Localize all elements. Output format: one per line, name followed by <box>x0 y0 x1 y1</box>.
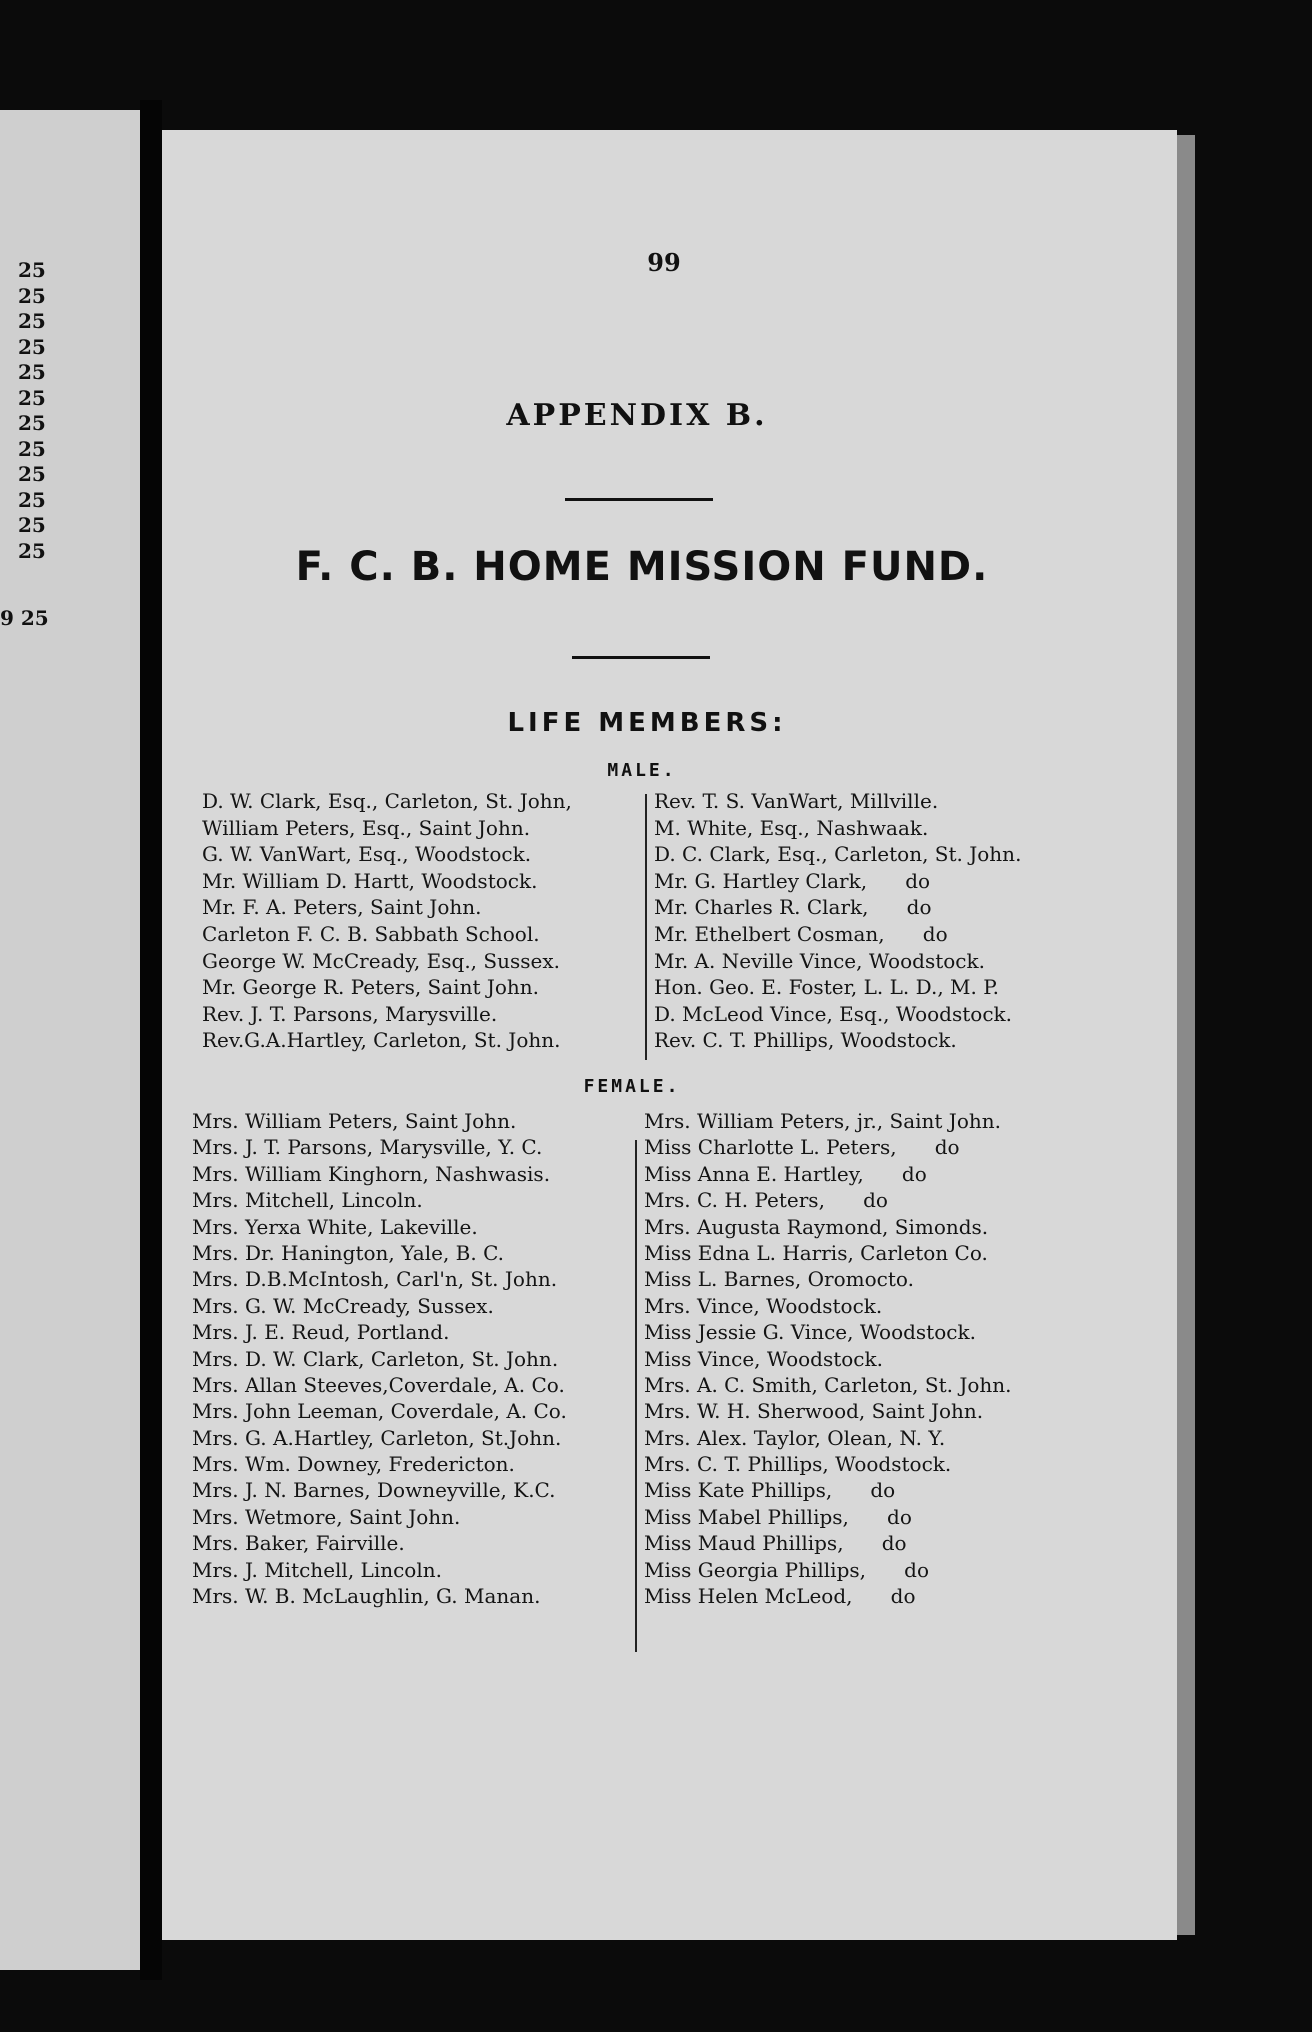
amount: 25 <box>18 309 46 333</box>
list-item: Mrs. Augusta Raymond, Simonds. <box>644 1214 989 1239</box>
female-members-right <box>644 1108 1164 1609</box>
list-item: G. W. VanWart, Esq., Woodstock. <box>202 842 532 867</box>
amount: 25 <box>18 436 46 461</box>
column-divider <box>645 794 647 1060</box>
list-item: Miss Charlotte L. Peters, do <box>644 1135 960 1160</box>
amount: 25 <box>18 258 46 282</box>
amount: 25 <box>18 462 46 486</box>
list-item: Mrs. C. H. Peters, do <box>644 1188 888 1213</box>
list-item: M. White, Esq., Nashwaak. <box>654 815 929 840</box>
list-item: Miss Helen McLeod, do <box>644 1584 916 1609</box>
page-number: 99 <box>647 248 681 277</box>
list-item: Mrs. William Peters, Saint John. <box>192 1109 517 1133</box>
amount: 25 <box>18 360 46 384</box>
list-item: William Peters, Esq., Saint John. <box>202 815 531 840</box>
list-item: Rev. J. T. Parsons, Marysville. <box>202 1001 498 1026</box>
amount: 25 <box>18 411 46 435</box>
list-item: Mrs. Allan Steeves,Coverdale, A. Co. <box>192 1372 565 1397</box>
list-item: Mrs. Wm. Downey, Fredericton. <box>192 1452 515 1477</box>
divider-rule <box>565 498 713 501</box>
list-item: Mrs. J. E. Reud, Portland. <box>192 1320 450 1345</box>
list-item: Miss Georgia Phillips, do <box>644 1557 929 1582</box>
fund-title: F. C. B. HOME MISSION FUND. <box>295 544 989 590</box>
list-item: Mrs. D.B.McIntosh, Carl'n, St. John. <box>192 1267 558 1292</box>
female-heading: FEMALE. <box>583 1076 681 1097</box>
amount: 25 <box>18 513 46 537</box>
list-item: Miss Maud Phillips, do <box>644 1531 907 1556</box>
column-divider <box>635 1140 637 1652</box>
divider-rule <box>572 656 710 659</box>
list-item: Mrs. J. N. Barnes, Downeyville, K.C. <box>192 1478 556 1503</box>
list-item: Rev. C. T. Phillips, Woodstock. <box>654 1028 957 1053</box>
list-item: D. McLeod Vince, Esq., Woodstock. <box>654 1001 1012 1026</box>
list-item: Miss Vince, Woodstock. <box>644 1346 883 1371</box>
list-item: Mrs. Alex. Taylor, Olean, N. Y. <box>644 1425 946 1450</box>
list-item: Mr. William D. Hartt, Woodstock. <box>202 868 538 893</box>
female-members-left <box>192 1108 632 1609</box>
list-item: Mrs. Vince, Woodstock. <box>644 1293 883 1318</box>
amount: 25 <box>18 283 46 308</box>
list-item: Mrs. D. W. Clark, Carleton, St. John. <box>192 1346 559 1371</box>
list-item: Miss Anna E. Hartley, do <box>644 1161 927 1186</box>
list-item: Rev. T. S. VanWart, Millville. <box>654 789 939 813</box>
list-item: Miss Mabel Phillips, do <box>644 1504 912 1529</box>
book-page <box>162 130 1177 1940</box>
list-item: Miss L. Barnes, Oromocto. <box>644 1267 914 1292</box>
list-item: D. W. Clark, Esq., Carleton, St. John, <box>202 789 572 813</box>
list-item: Rev.G.A.Hartley, Carleton, St. John. <box>202 1028 561 1053</box>
list-item: Mrs. C. T. Phillips, Woodstock. <box>644 1452 952 1477</box>
amount: 25 <box>18 334 46 359</box>
list-item: Mrs. Mitchell, Lincoln. <box>192 1188 423 1213</box>
book-gutter <box>140 100 162 1980</box>
male-heading: MALE. <box>607 760 677 781</box>
list-item: Mrs. W. B. McLaughlin, G. Manan. <box>192 1584 541 1609</box>
list-item: George W. McCready, Esq., Sussex. <box>202 948 560 973</box>
amount: 25 <box>18 385 46 410</box>
list-item: Mrs. G. A.Hartley, Carleton, St.John. <box>192 1425 562 1450</box>
list-item: Miss Edna L. Harris, Carleton Co. <box>644 1240 988 1265</box>
list-item: Mr. F. A. Peters, Saint John. <box>202 895 482 920</box>
page-edge <box>1177 135 1195 1935</box>
list-item: Miss Jessie G. Vince, Woodstock. <box>644 1320 976 1345</box>
left-page-amounts <box>18 258 46 564</box>
male-members-right <box>654 788 1164 1054</box>
list-item: Mrs. J. T. Parsons, Marysville, Y. C. <box>192 1135 543 1160</box>
list-item: Mrs. J. Mitchell, Lincoln. <box>192 1557 442 1582</box>
life-members-heading: LIFE MEMBERS: <box>507 708 787 738</box>
list-item: Mrs. Baker, Fairville. <box>192 1531 405 1556</box>
amount: 25 <box>18 538 46 563</box>
left-page-total: 9 25 <box>0 606 49 630</box>
list-item: Mr. Ethelbert Cosman, do <box>654 921 948 946</box>
list-item: Carleton F. C. B. Sabbath School. <box>202 921 540 946</box>
list-item: Mr. Charles R. Clark, do <box>654 895 932 920</box>
list-item: Mrs. Wetmore, Saint John. <box>192 1504 461 1529</box>
list-item: Mrs. William Kinghorn, Nashwasis. <box>192 1161 551 1186</box>
list-item: Mrs. John Leeman, Coverdale, A. Co. <box>192 1399 567 1424</box>
list-item: Mrs. G. W. McCready, Sussex. <box>192 1293 494 1318</box>
list-item: Mrs. Dr. Hanington, Yale, B. C. <box>192 1240 505 1265</box>
male-members-left <box>202 788 642 1054</box>
left-page-fragment <box>0 110 140 1970</box>
list-item: Mrs. W. H. Sherwood, Saint John. <box>644 1399 984 1424</box>
list-item: D. C. Clark, Esq., Carleton, St. John. <box>654 842 1022 867</box>
list-item: Mrs. Yerxa White, Lakeville. <box>192 1214 478 1239</box>
amount: 25 <box>18 487 46 512</box>
list-item: Hon. Geo. E. Foster, L. L. D., M. P. <box>654 975 999 1000</box>
list-item: Miss Kate Phillips, do <box>644 1478 896 1503</box>
list-item: Mrs. A. C. Smith, Carleton, St. John. <box>644 1372 1012 1397</box>
list-item: Mr. George R. Peters, Saint John. <box>202 975 540 1000</box>
list-item: Mrs. William Peters, jr., Saint John. <box>644 1109 1001 1133</box>
appendix-title: APPENDIX B. <box>506 398 768 433</box>
list-item: Mr. G. Hartley Clark, do <box>654 868 931 893</box>
list-item: Mr. A. Neville Vince, Woodstock. <box>654 948 985 973</box>
